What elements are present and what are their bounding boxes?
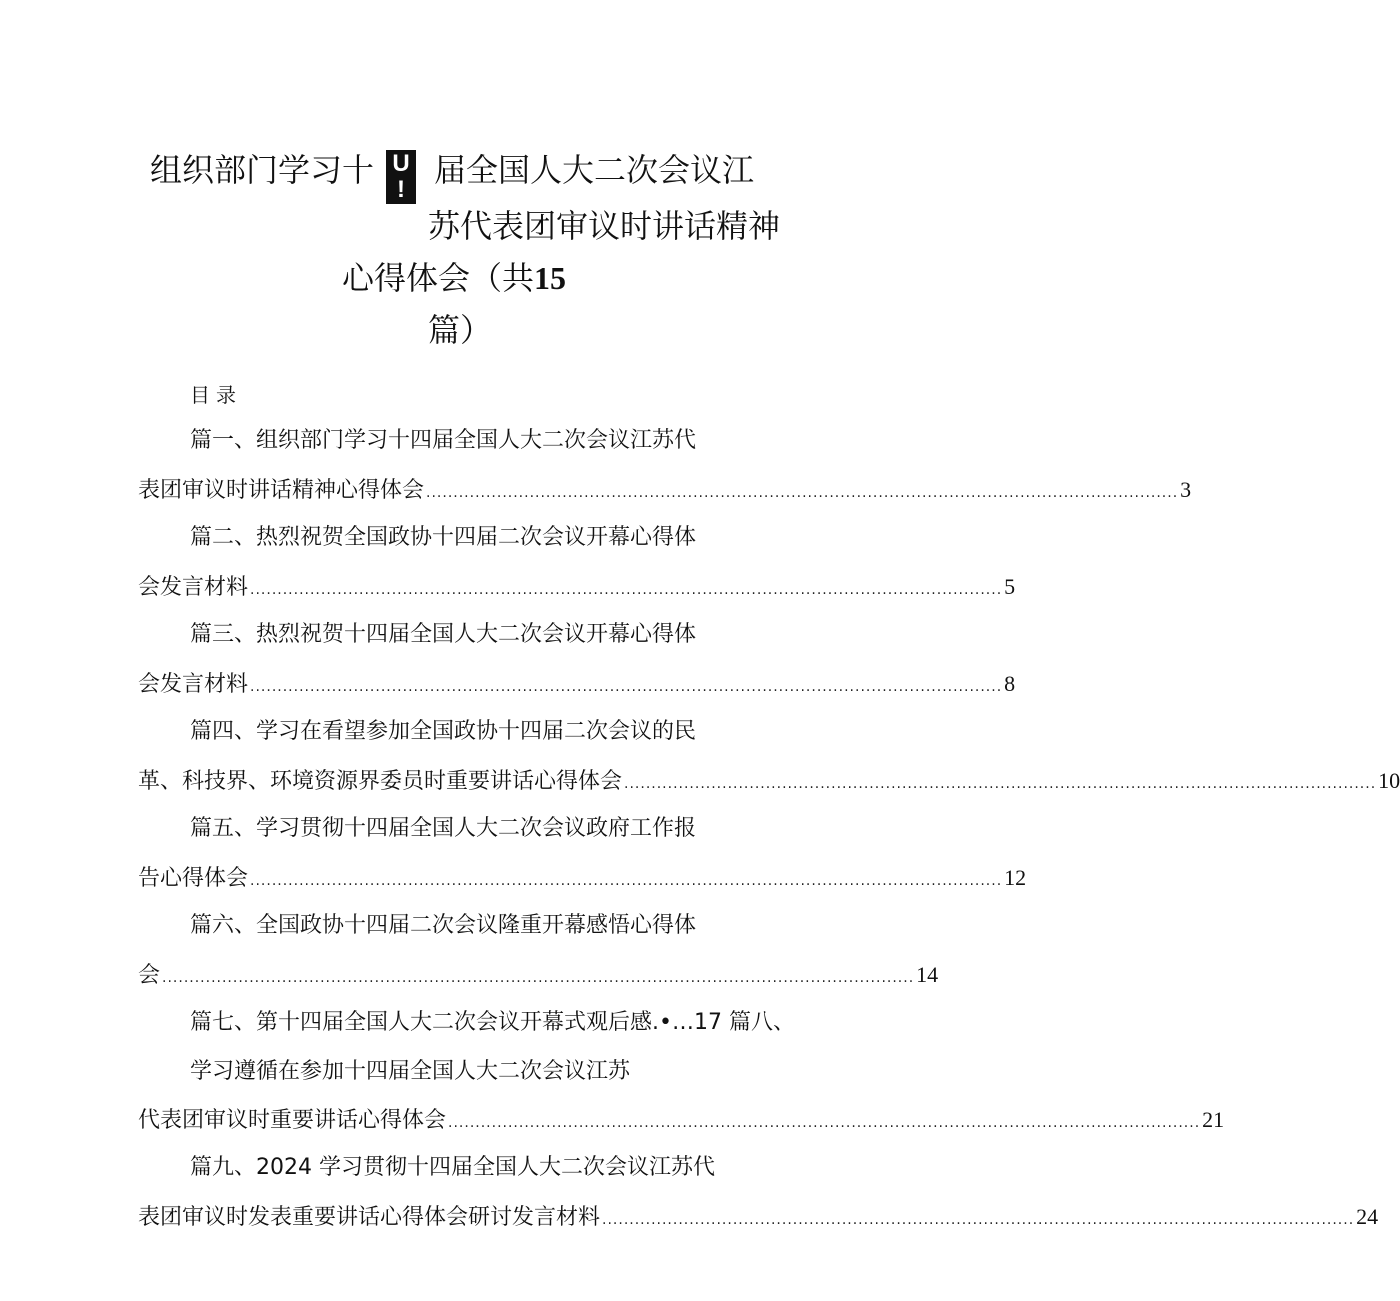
toc-line[interactable] bbox=[138, 1201, 1379, 1236]
toc-entry-text: 表团审议时讲话精神心得体会 bbox=[138, 478, 425, 503]
toc-leader-dots: .......................................................................................................................................... bbox=[448, 1115, 1201, 1131]
toc-entry-text: 篇三、热烈祝贺十四届全国人大二次会议开幕心得体 bbox=[190, 622, 697, 647]
toc-entry-text: 篇九、2024 学习贯彻十四届全国人大二次会议江苏代 bbox=[190, 1155, 715, 1180]
title-line-1-after: 届全国人大二次会议江 bbox=[434, 151, 755, 189]
toc-line[interactable] bbox=[138, 474, 1192, 509]
toc-leader-dots: .......................................................................................................................................... bbox=[250, 873, 1003, 889]
title-line-1-before: 组织部门学习十 bbox=[150, 151, 375, 189]
toc-line[interactable] bbox=[138, 1104, 1225, 1139]
toc-entry-text: 篇七、第十四届全国人大二次会议开幕式观后感.•…17 篇八、 bbox=[190, 1010, 795, 1035]
toc-leader-dots: .......................................................................................................................................... bbox=[250, 582, 1003, 598]
toc-line[interactable] bbox=[138, 571, 1016, 606]
toc-entry-text: 表团审议时发表重要讲话心得体会研讨发言材料 bbox=[138, 1205, 601, 1230]
toc-entry-text: 代表团审议时重要讲话心得体会 bbox=[138, 1108, 447, 1133]
title-count: 15 bbox=[534, 260, 567, 296]
toc-entry-text: 会发言材料 bbox=[138, 575, 249, 600]
title-line-3-text: 心得体会（共 bbox=[342, 259, 535, 297]
stamp-mark bbox=[386, 150, 416, 204]
toc-line[interactable] bbox=[138, 765, 1400, 800]
toc-leader-dots: .......................................................................................................................................... bbox=[602, 1212, 1355, 1228]
document-title-line-4: 篇） bbox=[428, 311, 493, 349]
toc-line[interactable] bbox=[190, 1007, 795, 1039]
toc-line[interactable] bbox=[138, 668, 1016, 703]
toc-entry-text: 革、科技界、环境资源界委员时重要讲话心得体会 bbox=[138, 769, 623, 794]
stamp-top: U bbox=[392, 150, 410, 177]
toc-line[interactable] bbox=[190, 716, 696, 748]
toc-page-number: 14 bbox=[916, 962, 939, 987]
toc-leader-dots: .......................................................................................................................................... bbox=[162, 970, 915, 986]
toc-page-number: 10 bbox=[1378, 768, 1400, 793]
toc-entry-text: 篇六、全国政协十四届二次会议隆重开幕感悟心得体 bbox=[190, 913, 697, 938]
toc-entry-text: 学习遵循在参加十四届全国人大二次会议江苏 bbox=[190, 1059, 631, 1084]
toc-page-number: 5 bbox=[1004, 574, 1016, 599]
toc-page-number: 24 bbox=[1356, 1204, 1379, 1229]
toc-page-number: 12 bbox=[1004, 865, 1027, 890]
toc-entry-text: 篇二、热烈祝贺全国政协十四届二次会议开幕心得体 bbox=[190, 525, 697, 550]
toc-line[interactable] bbox=[138, 862, 1027, 897]
toc-entry-text: 会发言材料 bbox=[138, 672, 249, 697]
document-title-line-1 bbox=[150, 150, 754, 204]
toc-page-number: 8 bbox=[1004, 671, 1016, 696]
toc-entry-text: 篇五、学习贯彻十四届全国人大二次会议政府工作报 bbox=[190, 816, 697, 841]
toc-page-number: 21 bbox=[1202, 1107, 1225, 1132]
toc-line[interactable] bbox=[138, 959, 939, 994]
document-title-line-2: 苏代表团审议时讲话精神 bbox=[428, 207, 781, 245]
toc-entry-text: 篇四、学习在看望参加全国政协十四届二次会议的民 bbox=[190, 719, 697, 744]
toc-line[interactable] bbox=[190, 425, 696, 457]
document-title-line-3 bbox=[342, 258, 566, 298]
toc-line[interactable] bbox=[190, 813, 696, 845]
toc-line[interactable] bbox=[190, 910, 696, 942]
toc-page-number: 3 bbox=[1180, 477, 1192, 502]
toc-entry-text: 篇一、组织部门学习十四届全国人大二次会议江苏代 bbox=[190, 428, 697, 453]
toc-line[interactable] bbox=[190, 619, 696, 651]
toc-entry-text: 会 bbox=[138, 963, 161, 988]
toc-entry-text: 告心得体会 bbox=[138, 866, 249, 891]
toc-line[interactable] bbox=[190, 1056, 630, 1088]
toc-line[interactable] bbox=[190, 522, 696, 554]
toc-leader-dots: .......................................................................................................................................... bbox=[426, 485, 1179, 501]
toc-line[interactable] bbox=[190, 1152, 715, 1184]
toc-leader-dots: .......................................................................................................................................... bbox=[624, 776, 1377, 792]
stamp-bottom: ! bbox=[397, 176, 406, 203]
toc-heading: 目录 bbox=[190, 383, 242, 407]
toc-leader-dots: .......................................................................................................................................... bbox=[250, 679, 1003, 695]
